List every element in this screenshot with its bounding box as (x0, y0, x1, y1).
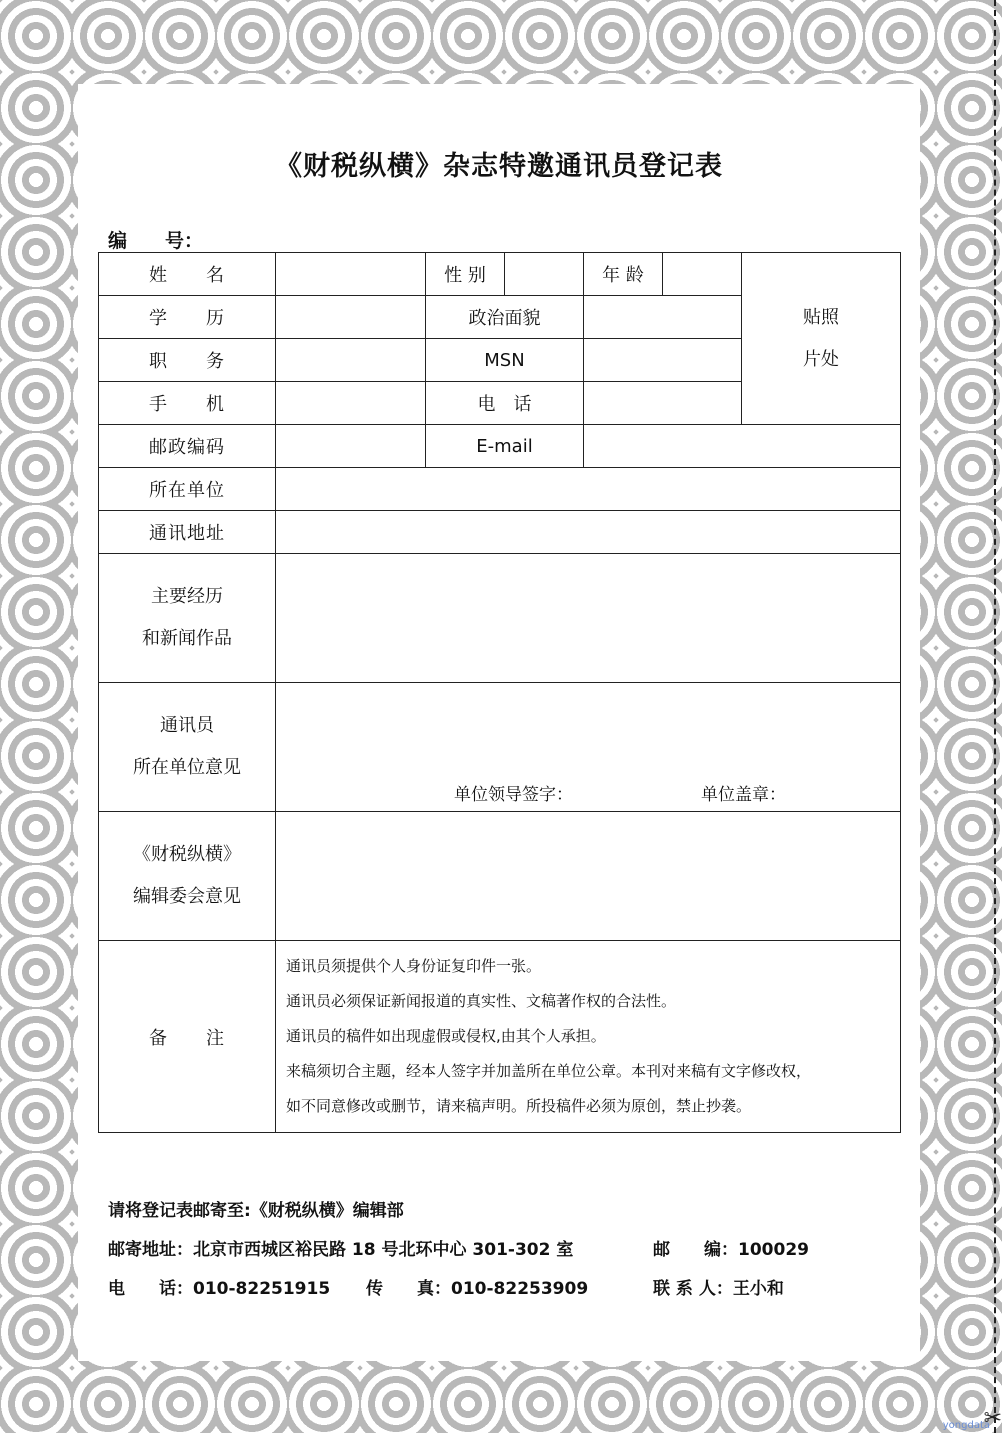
code-label: 编 号： (108, 230, 204, 252)
education-input[interactable] (276, 296, 426, 339)
mail-to: 请将登记表邮寄至:《财税纵横》编辑部 (108, 1201, 404, 1221)
mobile-label: 手 机 (99, 382, 276, 425)
gender-label: 性 别 (426, 253, 505, 296)
page-title: 《财税纵横》杂志特邀通讯员登记表 (275, 151, 723, 182)
unit-opinion-input[interactable] (276, 683, 901, 812)
msn-label: MSN (426, 339, 584, 382)
unit-opinion-label-2: 所在单位意见 (133, 757, 241, 778)
age-input[interactable] (663, 253, 742, 296)
editorial-label-2: 编辑委会意见 (133, 886, 241, 907)
phone-input[interactable] (584, 382, 742, 425)
fax-number: 传 真：010-82253909 (366, 1279, 589, 1299)
address-label: 通讯地址 (99, 511, 276, 554)
gender-input[interactable] (505, 253, 584, 296)
contact-person: 联 系 人：王小和 (653, 1279, 784, 1299)
education-label: 学 历 (99, 296, 276, 339)
note-line: 通讯员须提供个人身份证复印件一张。 (286, 957, 542, 975)
scissors-icon: ✂ (983, 1406, 1002, 1431)
postcode: 邮 编：100029 (653, 1240, 809, 1260)
unit-opinion-label (99, 683, 276, 812)
unit-label: 所在单位 (99, 468, 276, 511)
experience-label (99, 554, 276, 683)
note-line: 通讯员必须保证新闻报道的真实性、文稿著作权的合法性。 (286, 992, 677, 1010)
mail-address: 邮寄地址：北京市西城区裕民路 18 号北环中心 301-302 室 (108, 1240, 574, 1260)
unit-opinion-label-1: 通讯员 (160, 715, 214, 736)
photo-label-2: 片处 (803, 348, 839, 370)
photo-label-1: 贴照 (803, 306, 839, 328)
note-line: 如不同意修改或删节，请来稿声明。所投稿件必须为原创，禁止抄袭。 (286, 1097, 752, 1115)
mobile-input[interactable] (276, 382, 426, 425)
political-label: 政治面貌 (426, 296, 584, 339)
phone-number: 电 话：010-82251915 (108, 1279, 331, 1299)
name-label: 姓 名 (99, 253, 276, 296)
postcode-label: 邮政编码 (99, 425, 276, 468)
leader-sign-label: 单位领导签字： (454, 785, 573, 805)
cut-line (994, 0, 996, 1433)
age-label: 年 龄 (584, 253, 663, 296)
unit-input[interactable] (276, 468, 901, 511)
phone-label: 电 话 (426, 382, 584, 425)
registration-table (98, 252, 901, 1133)
position-input[interactable] (276, 339, 426, 382)
email-label: E-mail (426, 425, 584, 468)
experience-label-1: 主要经历 (151, 586, 223, 607)
postcode-input[interactable] (276, 425, 426, 468)
photo-area[interactable] (742, 253, 901, 425)
remark-notes (276, 941, 901, 1133)
address-input[interactable] (276, 511, 901, 554)
editorial-label-1: 《财税纵横》 (133, 844, 241, 865)
position-label: 职 务 (99, 339, 276, 382)
form-sheet (78, 84, 920, 1361)
email-input[interactable] (584, 425, 901, 468)
political-input[interactable] (584, 296, 742, 339)
experience-label-2: 和新闻作品 (142, 628, 232, 649)
watermark: yongdata (942, 1420, 990, 1431)
editorial-label (99, 812, 276, 941)
msn-input[interactable] (584, 339, 742, 382)
note-line: 通讯员的稿件如出现虚假或侵权,由其个人承担。 (286, 1027, 606, 1045)
editorial-input[interactable] (276, 812, 901, 941)
remark-label: 备 注 (99, 941, 276, 1133)
unit-seal-label: 单位盖章： (701, 785, 786, 805)
experience-input[interactable] (276, 554, 901, 683)
note-line: 来稿须切合主题，经本人签字并加盖所在单位公章。本刊对来稿有文字修改权， (286, 1062, 812, 1080)
name-input[interactable] (276, 253, 426, 296)
